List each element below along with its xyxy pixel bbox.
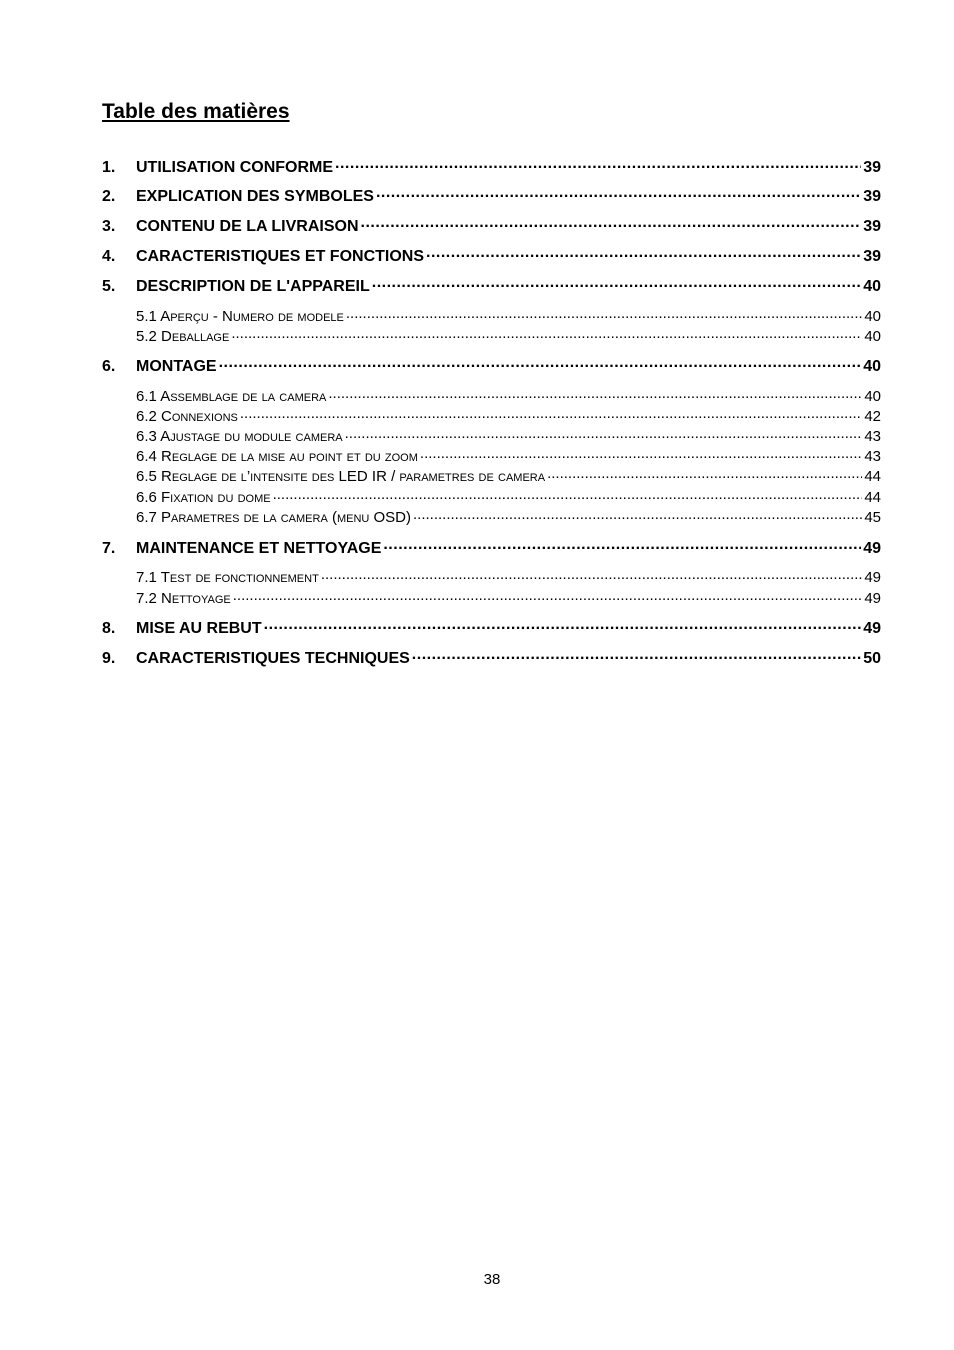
toc-entry-6-1[interactable] (102, 386, 881, 404)
toc-label: MAINTENANCE ET NETTOYAGE (136, 540, 382, 557)
toc-label: UTILISATION CONFORME (136, 159, 334, 176)
toc-entry-6-5[interactable] (102, 466, 881, 484)
toc-page-number: 44 (864, 489, 881, 506)
toc-number: 5. (102, 278, 116, 295)
toc-label: 6.2 Connexions (136, 408, 238, 425)
toc-entry-8[interactable] (102, 617, 881, 637)
toc-page-number: 42 (864, 408, 881, 425)
toc-page-number: 40 (863, 358, 881, 375)
toc-page-number: 49 (864, 590, 881, 607)
dot-leader (264, 617, 862, 633)
dot-leader (383, 537, 861, 553)
dot-leader (426, 245, 861, 261)
toc-entry-7-2[interactable] (102, 588, 881, 606)
toc-page-number: 43 (864, 428, 881, 445)
dot-leader (233, 588, 863, 603)
toc-number: 7. (102, 540, 116, 557)
toc-page-number: 43 (864, 448, 881, 465)
toc-entry-6-7[interactable] (102, 507, 881, 525)
toc-page-number: 40 (864, 388, 881, 405)
toc-number: 4. (102, 248, 116, 265)
dot-leader (321, 567, 863, 582)
toc-page-number: 40 (864, 328, 881, 345)
toc-label: 6.5 Reglage de l’intensite des LED IR / parametres de camera (136, 468, 546, 485)
dot-leader (273, 487, 863, 502)
page-number: 38 (483, 1271, 501, 1288)
dot-leader (335, 156, 861, 172)
toc-entry-6[interactable] (102, 355, 881, 375)
toc-number: 2. (102, 188, 116, 205)
toc-entry-5[interactable] (102, 275, 881, 295)
toc-page-number: 40 (864, 308, 881, 325)
toc-page-number: 40 (863, 278, 881, 295)
toc-page-number: 39 (863, 188, 881, 205)
dot-leader (376, 185, 861, 201)
toc-label: 6.1 Assemblage de la camera (136, 388, 327, 405)
toc-number: 6. (102, 358, 116, 375)
dot-leader (231, 326, 862, 341)
dot-leader (372, 275, 861, 291)
dot-leader (328, 386, 862, 401)
toc-label: CONTENU DE LA LIVRAISON (136, 218, 359, 235)
toc-entry-7[interactable] (102, 537, 881, 557)
toc-label: 7.2 Nettoyage (136, 590, 231, 607)
toc-page-number: 39 (863, 248, 881, 265)
toc-label: 6.3 Ajustage du module camera (136, 428, 343, 445)
toc-label: 7.1 Test de fonctionnement (136, 569, 319, 586)
toc-page-number: 45 (864, 509, 881, 526)
toc-number: 1. (102, 159, 116, 176)
toc-page-number: 49 (863, 540, 881, 557)
toc-label: DESCRIPTION DE L'APPAREIL (136, 278, 370, 295)
dot-leader (412, 647, 861, 663)
toc-entry-3[interactable] (102, 215, 881, 235)
toc-entry-6-2[interactable] (102, 406, 881, 424)
toc-page-number: 50 (863, 650, 881, 667)
toc-entry-2[interactable] (102, 185, 881, 205)
dot-leader (345, 426, 863, 441)
toc-number: 8. (102, 620, 116, 637)
toc-page-number: 39 (863, 218, 881, 235)
dot-leader (420, 446, 862, 461)
toc-entry-4[interactable] (102, 245, 881, 265)
toc-entry-1[interactable] (102, 156, 881, 176)
toc-page-number: 49 (863, 620, 881, 637)
toc-page-number: 44 (864, 468, 881, 485)
toc-entry-6-6[interactable] (102, 487, 881, 505)
toc-label: EXPLICATION DES SYMBOLES (136, 188, 374, 205)
page-title: Table des matières (102, 100, 290, 123)
toc-label: 6.7 Parametres de la camera (menu OSD) (136, 509, 411, 526)
toc-number: 3. (102, 218, 116, 235)
toc-label: 6.6 Fixation du dome (136, 489, 271, 506)
toc-page-number: 39 (863, 159, 881, 176)
toc-entry-6-3[interactable] (102, 426, 881, 444)
toc-entry-6-4[interactable] (102, 446, 881, 464)
toc-entry-5-2[interactable] (102, 326, 881, 344)
toc-label: MONTAGE (136, 358, 217, 375)
dot-leader (346, 306, 862, 321)
dot-leader (361, 215, 862, 231)
toc-entry-9[interactable] (102, 647, 881, 667)
dot-leader (219, 355, 862, 371)
dot-leader (413, 507, 862, 522)
toc-label: 5.2 Deballage (136, 328, 230, 345)
toc-entry-7-1[interactable] (102, 567, 881, 585)
dot-leader (547, 466, 862, 481)
toc-label: 6.4 Reglage de la mise au point et du zoom (136, 448, 418, 465)
toc-entry-5-1[interactable] (102, 306, 881, 324)
toc-label: CARACTERISTIQUES ET FONCTIONS (136, 248, 425, 265)
toc-page-number: 49 (864, 569, 881, 586)
toc-label: CARACTERISTIQUES TECHNIQUES (136, 650, 410, 667)
toc-number: 9. (102, 650, 116, 667)
toc-label: 5.1 Aperçu - Numero de modele (136, 308, 344, 325)
toc-label: MISE AU REBUT (136, 620, 262, 637)
dot-leader (240, 406, 862, 421)
